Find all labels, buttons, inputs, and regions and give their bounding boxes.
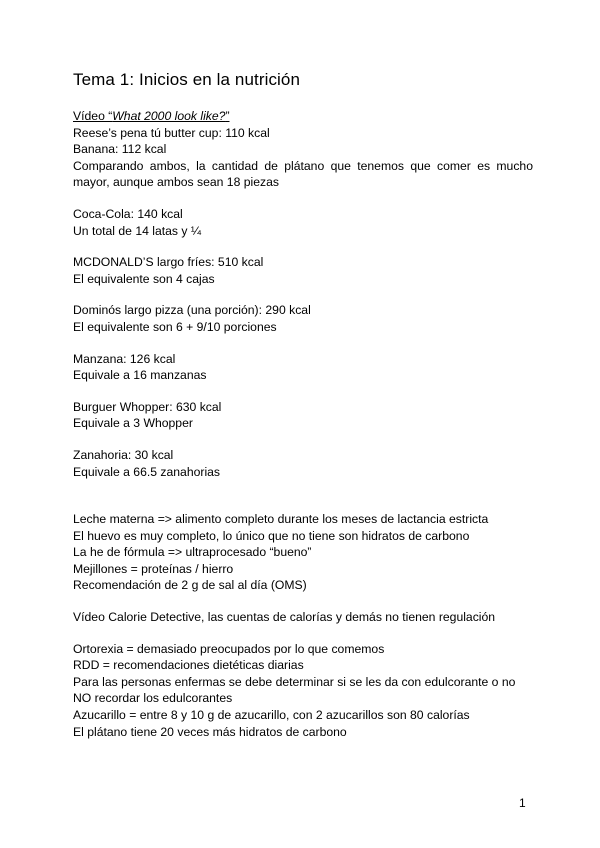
text-line: Leche materna => alimento completo durante los meses de lactancia estricta bbox=[73, 512, 489, 527]
text-line: RDD = recomendaciones dietéticas diarias bbox=[73, 658, 304, 673]
page-title: Tema 1: Inicios en la nutrición bbox=[73, 70, 301, 89]
text-line: Equivale a 16 manzanas bbox=[73, 368, 207, 383]
text-line: El plátano tiene 20 veces más hidratos de carbono bbox=[73, 724, 347, 739]
text-line: Un total de 14 latas y ¼ bbox=[73, 223, 202, 238]
text-line: Zanahoria: 30 kcal bbox=[73, 447, 174, 462]
page-number: 1 bbox=[519, 796, 526, 810]
text-line: NO recordar los edulcorantes bbox=[73, 691, 233, 706]
text-line: Para las personas enfermas se debe determinar si se les da con edulcorante o no bbox=[73, 674, 516, 689]
text-line: MCDONALD’S largo fríes: 510 kcal bbox=[73, 255, 264, 270]
text-line: El huevo es muy completo, lo único que no tiene son hidratos de carbono bbox=[73, 528, 470, 543]
text-line: Dominós largo pizza (una porción): 290 kcal bbox=[73, 303, 311, 318]
video-heading bbox=[73, 108, 533, 125]
text-line: Burguer Whopper: 630 kcal bbox=[73, 399, 222, 414]
text-line: Reese’s pena tú butter cup: 110 kcal bbox=[73, 125, 270, 140]
text-line: Manzana: 126 kcal bbox=[73, 351, 176, 366]
text-line: Banana: 112 kcal bbox=[73, 142, 167, 157]
text-line: Recomendación de 2 g de sal al día (OMS) bbox=[73, 578, 307, 593]
video-heading-prefix: Vídeo “ bbox=[73, 109, 113, 123]
text-paragraph: Comparando ambos, la cantidad de plátano que tenemos que comer es mucho mayor, aunque ambos sean 18 piezas bbox=[73, 158, 533, 190]
text-line: Vídeo Calorie Detective, las cuentas de calorías y demás no tienen regulación bbox=[73, 610, 496, 625]
text-line: El equivalente son 6 + 9/10 porciones bbox=[73, 319, 277, 334]
video-heading-suffix: ” bbox=[225, 109, 230, 123]
document-page bbox=[73, 70, 533, 740]
text-line: Equivale a 66.5 zanahorias bbox=[73, 464, 221, 479]
text-line: Coca-Cola: 140 kcal bbox=[73, 206, 183, 221]
text-line: Mejillones = proteínas / hierro bbox=[73, 561, 234, 576]
text-line: Ortorexia = demasiado preocupados por lo que comemos bbox=[73, 641, 385, 656]
text-line: La he de fórmula => ultraprocesado “bueno” bbox=[73, 545, 312, 560]
text-line: Azucarillo = entre 8 y 10 g de azucarillo, con 2 azucarillos son 80 calorías bbox=[73, 708, 470, 723]
text-line: El equivalente son 4 cajas bbox=[73, 271, 215, 286]
video-heading-title: What 2000 look like? bbox=[112, 109, 226, 123]
text-line: Equivale a 3 Whopper bbox=[73, 416, 193, 431]
